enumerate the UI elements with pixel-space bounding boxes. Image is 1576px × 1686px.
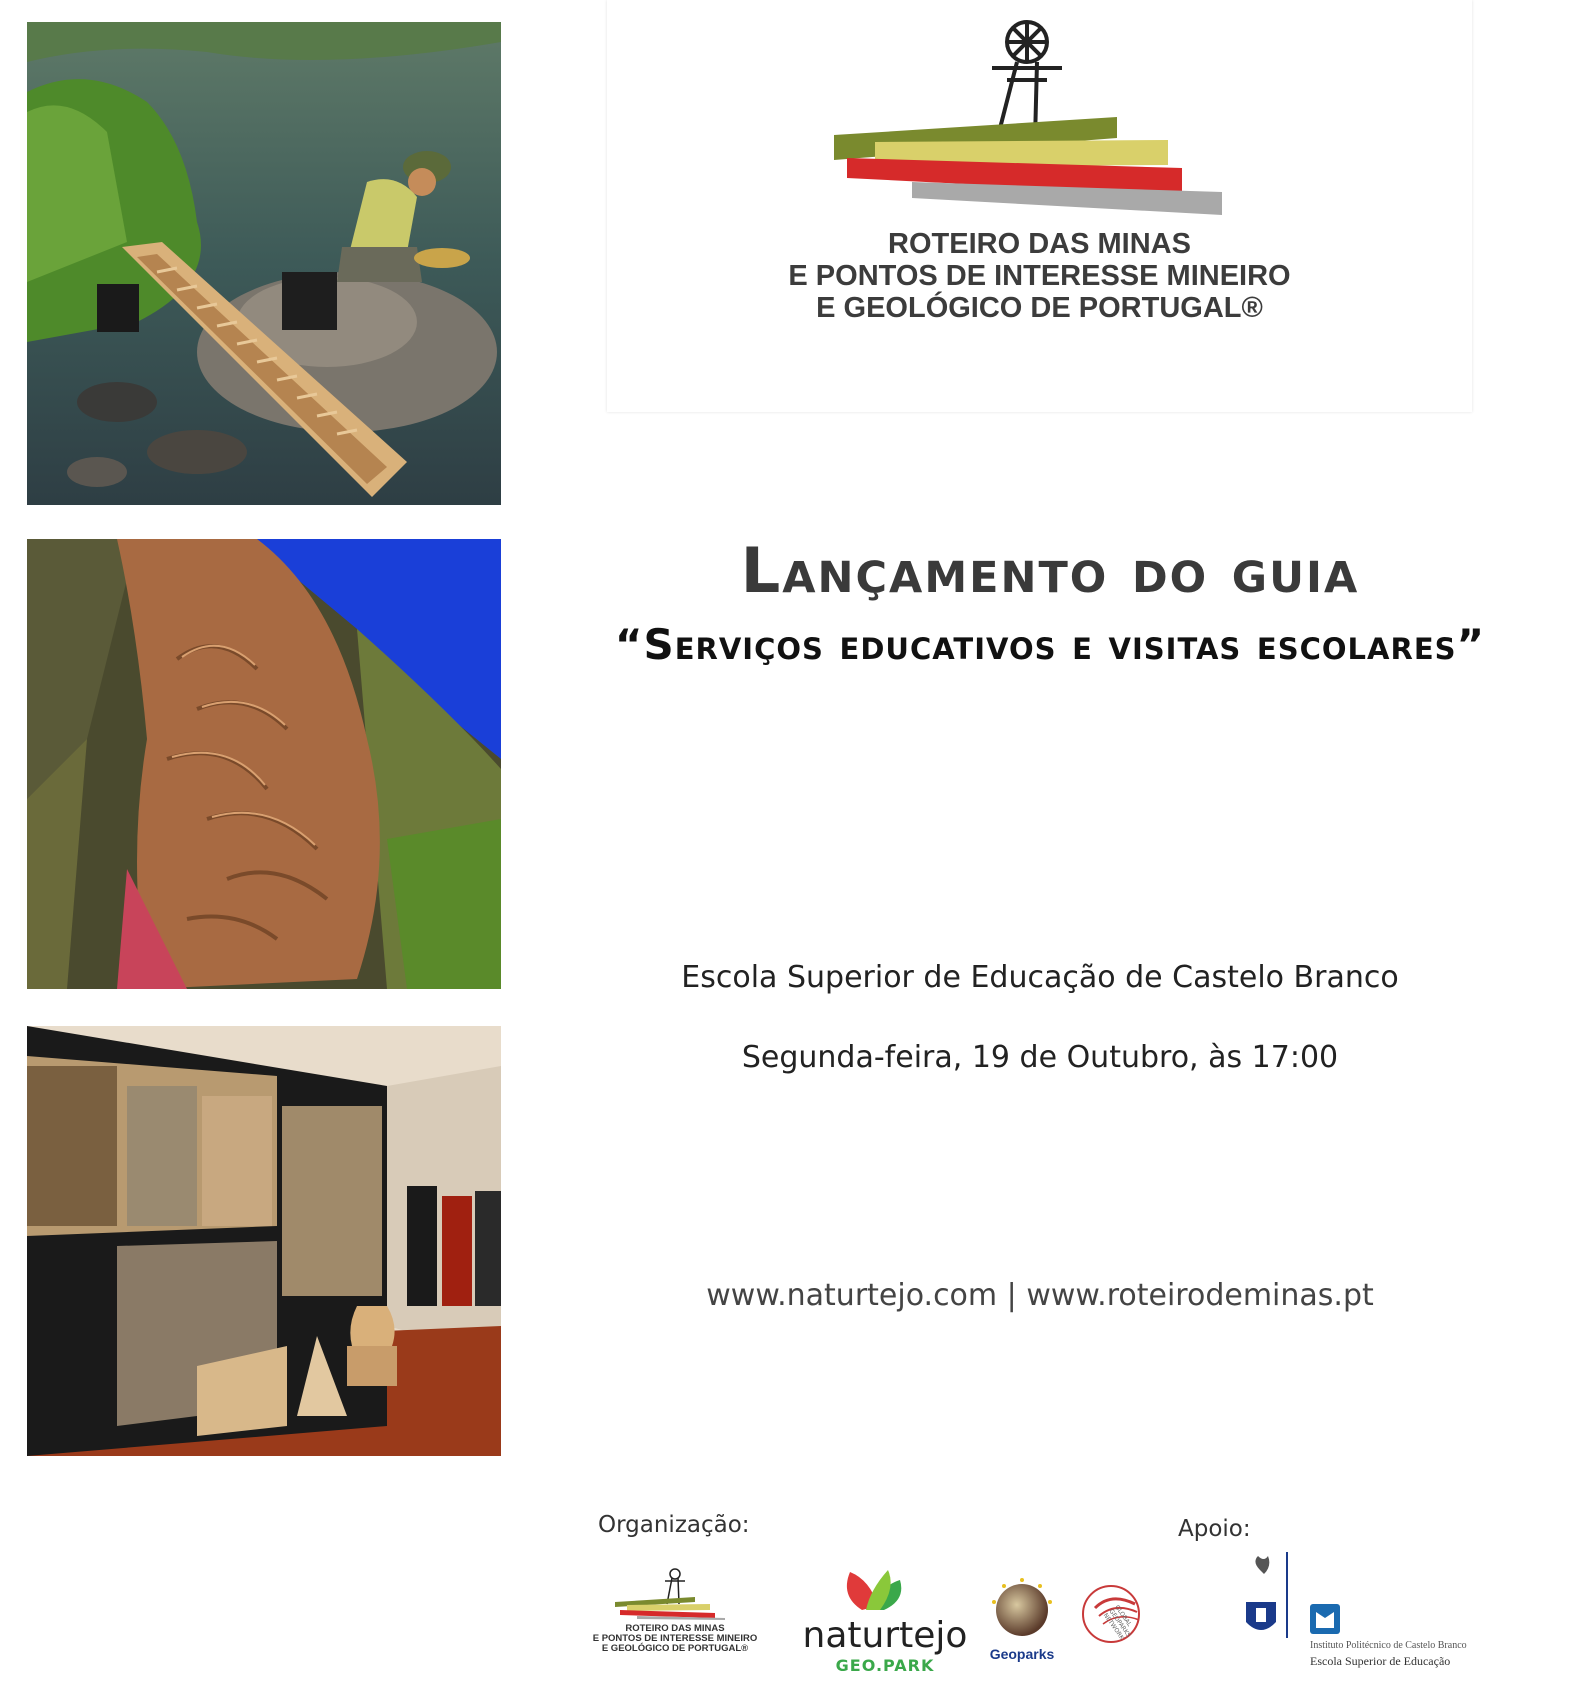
logo-line-3: E GEOLÓGICO DE PORTUGAL® [816,292,1263,324]
fossil-rock-slab-photo [27,539,501,989]
roteiro-small-line-2: E PONTOS DE INTERESSE MINEIRO [592,1633,758,1644]
event-title: Lançamento do guia [740,534,1360,607]
naturtejo-name: naturtejo [802,1615,968,1656]
gold-panning-river-photo [27,22,501,505]
roteiro-small-line-1: ROTEIRO DAS MINAS [625,1623,725,1634]
event-websites[interactable]: www.naturtejo.com | www.roteirodeminas.pt [706,1278,1374,1313]
geoparks-label: Geoparks [989,1646,1055,1662]
organizacao-label: Organização: [598,1512,750,1538]
ipcb-ese-logo [1230,1552,1490,1682]
ggn-label: GLOBAL GEOPARKS NETWORK [1101,1604,1133,1642]
logo-line-1: ROTEIRO DAS MINAS [888,228,1191,260]
roteiro-small-line-3: E GEOLÓGICO DE PORTUGAL® [601,1643,749,1654]
apoio-label: Apoio: [1178,1516,1251,1542]
roteiro-das-minas-logo [607,0,1472,412]
ipcb-line-1: Instituto Politécnico de Castelo Branco [1310,1640,1467,1651]
mine-headframe-icon [607,0,1472,250]
mine-headframe-small-icon [575,1566,775,1620]
naturtejo-geopark-logo [800,1566,970,1676]
european-geoparks-logo [982,1576,1062,1666]
logo-line-2: E PONTOS DE INTERESSE MINEIRO [788,260,1291,292]
event-venue: Escola Superior de Educação de Castelo Branco [681,960,1399,995]
naturtejo-sub: GEO.PARK [835,1656,935,1675]
leaf-icon [800,1566,970,1612]
event-subtitle: “Serviços educativos e visitas escolares” [614,620,1486,669]
ipcb-crest-icon [1230,1552,1490,1638]
mining-exhibition-photo [27,1026,501,1456]
globe-icon [982,1576,1062,1642]
roteiro-small-logo [575,1566,775,1656]
event-datetime: Segunda-feira, 19 de Outubro, às 17:00 [741,1040,1339,1075]
global-geoparks-network-logo [1075,1578,1165,1658]
ipcb-line-2: Escola Superior de Educação [1310,1654,1451,1668]
